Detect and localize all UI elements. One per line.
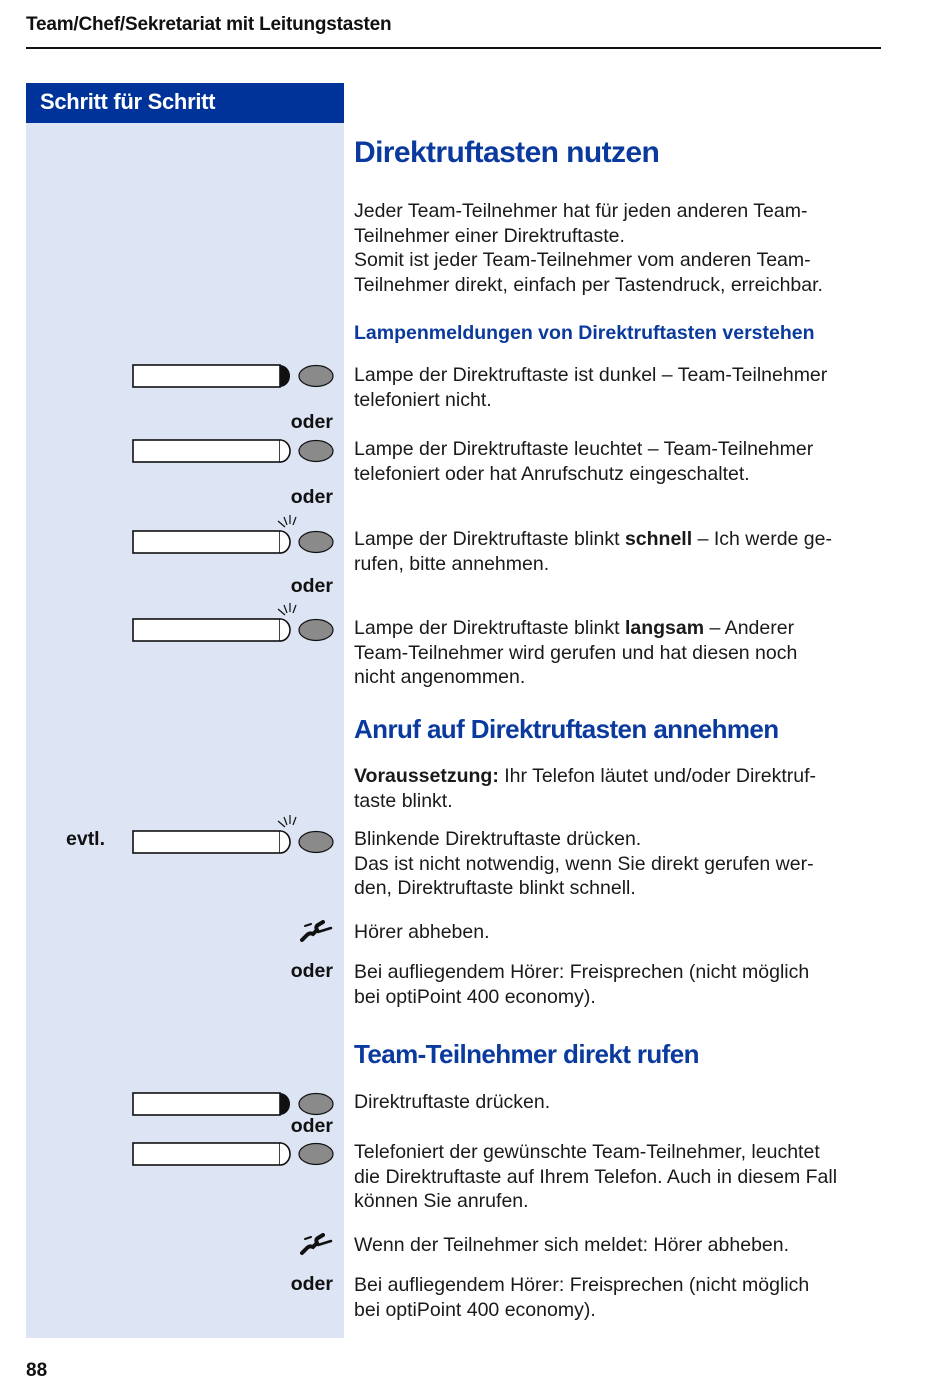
intro-line: Jeder Team-Teilnehmer hat für jeden anderen Team- [354,200,808,222]
press-blinking-text: Blinkende Direktruftaste drücken. Das ist nicht notwendig, wenn Sie direkt gerufen wer- den, Direktruftaste blinkt schnell. [354,828,814,899]
speakerphone-text: Bei aufliegendem Hörer: Freisprechen (nicht möglich bei optiPoint 400 economy). [354,1274,810,1321]
running-header: Team/Chef/Sekretariat mit Leitungstasten [26,14,392,35]
evtl-label: evtl. [66,828,106,850]
section-title-direktruftasten-nutzen: Direktruftasten nutzen [354,136,660,169]
press-key-text: Direktruftaste drücken. [354,1091,551,1113]
oder-label: oder [290,1115,333,1137]
prerequisite-text: Voraussetzung: Ihr Telefon läutet und/oder Direktruf- taste blinkt. [354,765,817,812]
handset-lift-icon [300,1233,334,1257]
key-lamp-blink-icon [132,515,334,557]
header-rule [26,47,881,49]
busy-text: Telefoniert der gewünschte Team-Teilnehmer, leuchtet die Direktruftaste auf Ihrem Telefon. Auch in diesem Fall können Sie anrufen. [354,1141,838,1212]
lamp-slow-text: Lampe der Direktruftaste blinkt langsam – Anderer Team-Teilnehmer wird gerufen und hat diesen noch nicht angenommen. [354,617,798,688]
section-title-anruf-annehmen: Anruf auf Direktruftasten annehmen [354,714,779,744]
oder-label: oder [290,411,333,433]
lift-handset-text: Hörer abheben. [354,921,490,943]
key-lamp-dark-icon [132,364,334,390]
intro-line: Teilnehmer einer Direktruftaste. [354,224,625,247]
intro-text [354,199,889,297]
section-title-direkt-rufen: Team-Teilnehmer direkt rufen [354,1039,699,1069]
key-lamp-on-icon [132,1142,334,1168]
sidebar-title: Schritt für Schritt [26,83,344,123]
intro-line: Teilnehmer direkt, einfach per Tastendruck, erreichbar. [354,273,823,296]
speakerphone-text: Bei aufliegendem Hörer: Freisprechen (nicht möglich bei optiPoint 400 economy). [354,961,810,1008]
answer-lift-text: Wenn der Teilnehmer sich meldet: Hörer abheben. [354,1234,790,1256]
subtitle-lampenmeldungen: Lampenmeldungen von Direktruftasten verstehen [354,322,815,344]
oder-label: oder [290,486,333,508]
key-lamp-blink-icon [132,603,334,645]
key-lamp-on-icon [132,439,334,465]
oder-label: oder [290,960,333,982]
intro-line: Somit ist jeder Team-Teilnehmer vom anderen Team- [354,249,811,271]
lamp-dark-text: Lampe der Direktruftaste ist dunkel – Team-Teilnehmer telefoniert nicht. [354,364,828,411]
page-number: 88 [26,1360,48,1381]
handset-lift-icon [300,920,334,944]
key-lamp-blink-icon [132,815,334,857]
oder-label: oder [290,1273,333,1295]
oder-label: oder [290,575,333,597]
lamp-fast-text: Lampe der Direktruftaste blinkt schnell – Ich werde ge- rufen, bitte annehmen. [354,528,832,575]
lamp-on-text: Lampe der Direktruftaste leuchtet – Team-Teilnehmer telefoniert oder hat Anrufschutz eingeschaltet. [354,438,814,485]
